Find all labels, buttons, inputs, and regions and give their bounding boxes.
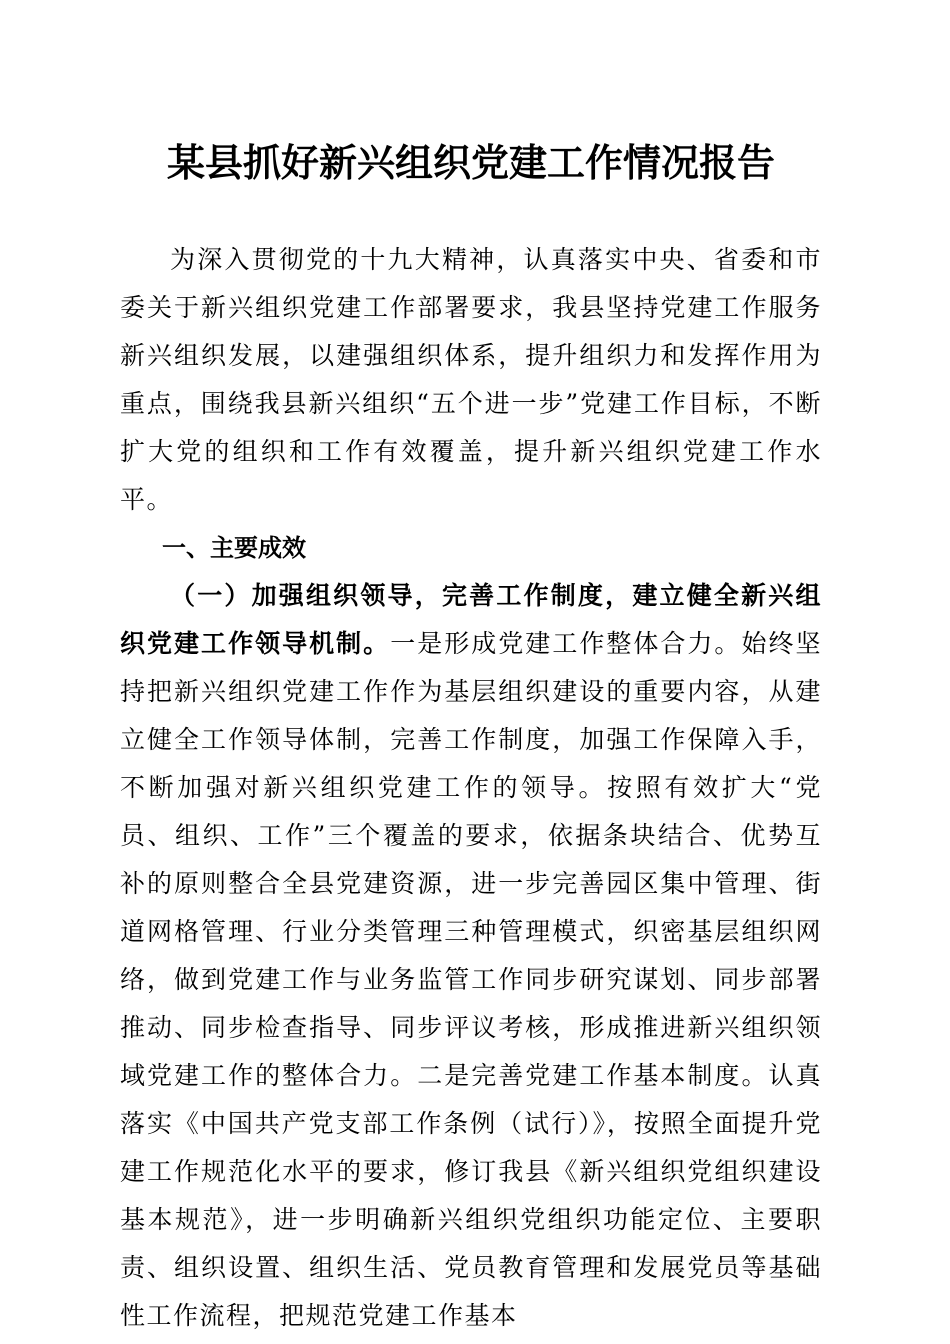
document-body (120, 236, 822, 1340)
subsection-lead: （一）加强组织领导，完善工作制度，建立健全新兴组织党建工作领导机制。 (120, 581, 822, 658)
document-title: 某县抓好新兴组织党建工作情况报告 (166, 140, 775, 185)
section-heading-main-results: 一、主要成效 (162, 534, 306, 562)
subsection-paragraph-1 (120, 572, 822, 1340)
intro-paragraph: 为深入贯彻党的十九大精神，认真落实中央、省委和市委关于新兴组织党建工作部署要求，我县坚持党建工作服务新兴组织发展，以建强组织体系，提升组织力和发挥作用为重点，围绕我县新兴组织“五个进一步”党建工作目标，不断扩大党的组织和工作有效覆盖，提升新兴组织党建工作水平。 (120, 245, 822, 514)
subsection-body: 一是形成党建工作整体合力。始终坚持把新兴组织党建工作作为基层组织建设的重要内容，从建立健全工作领导体制，完善工作制度，加强工作保障入手，不断加强对新兴组织党建工作的领导。按照有效扩大“党员、组织、工作”三个覆盖的要求，依据条块结合、优势互补的原则整合全县党建资源，进一步完善园区集中管理、街道网格管理、行业分类管理三种管理模式，织密基层组织网络，做到党建工作与业务监管工作同步研究谋划、同步部署推动、同步检查指导、同步评议考核，形成推进新兴组织领域党建工作的整体合力。二是完善党建工作基本制度。认真落实《中国共产党支部工作条例（试行）》，按照全面提升党建工作规范化水平的要求，修订我县《新兴组织党组织建设基本规范》，进一步明确新兴组织党组织功能定位、主要职责、组织设置、组织生活、党员教育管理和发展党员等基础性工作流程，把规范党建工作基本 (120, 629, 822, 1330)
